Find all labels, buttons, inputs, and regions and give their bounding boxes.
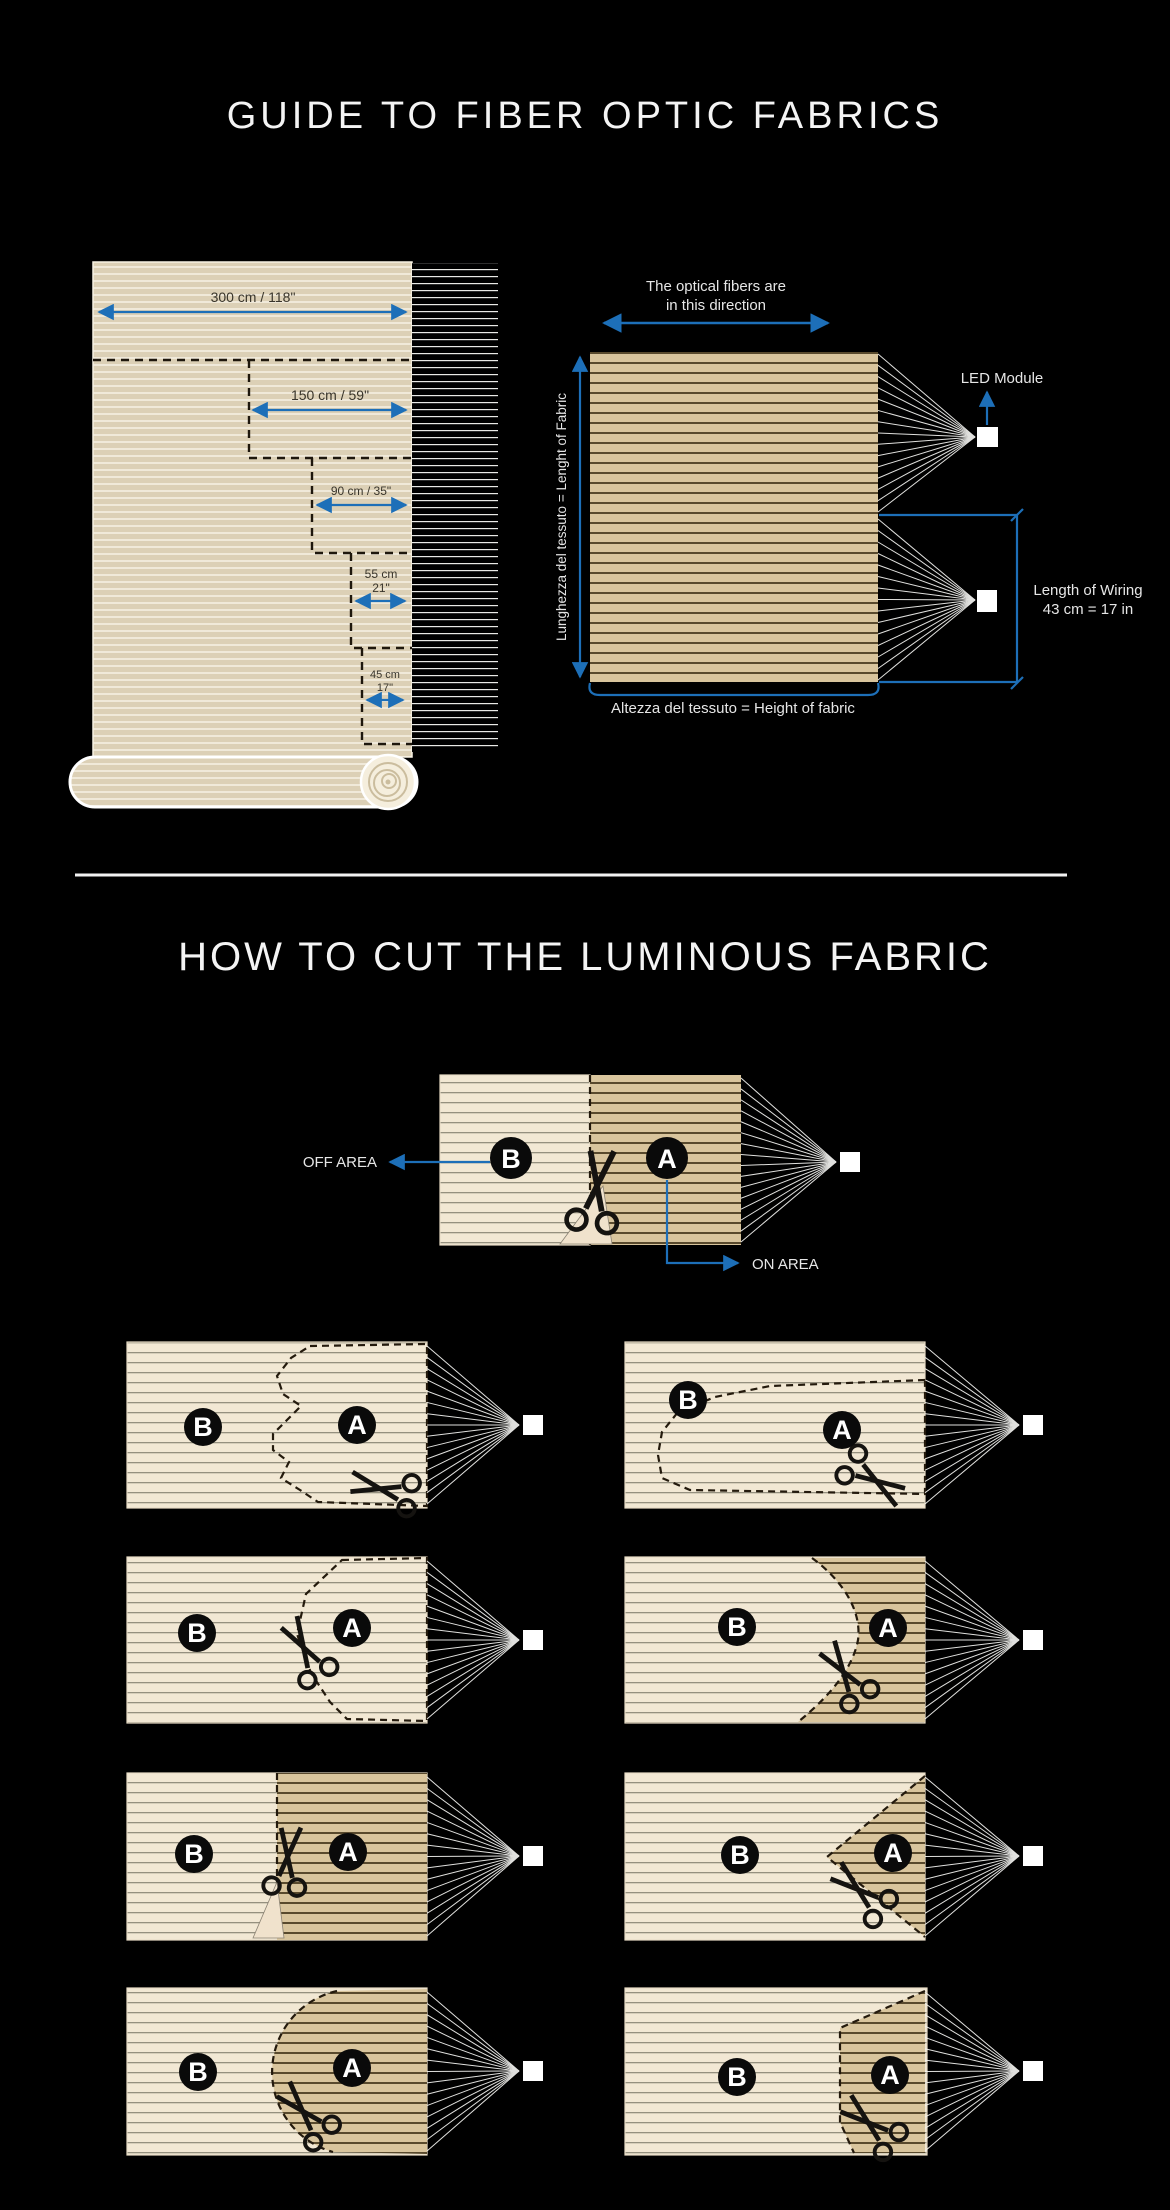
- measure-300: 300 cm / 118": [210, 289, 296, 305]
- badge-b-letter: B: [678, 1385, 698, 1415]
- height-of-fabric-label: Altezza del tessuto = Height of fabric: [611, 700, 855, 717]
- measure-150: 150 cm / 59": [290, 387, 370, 403]
- length-of-fabric-label: Lunghezza del tessuto = Lenght of Fabric: [554, 392, 569, 642]
- badge-b-letter: B: [184, 1839, 204, 1869]
- badge-b-letter: B: [188, 2057, 208, 2087]
- badge-a-letter: A: [342, 2053, 362, 2083]
- fiber-fan-lower: [878, 519, 975, 680]
- wiring-label-line1: Length of Wiring: [1033, 582, 1143, 599]
- badge-b-letter: B: [727, 2062, 747, 2092]
- roll-size-diagram: [70, 262, 498, 809]
- led-module-label: LED Module: [960, 370, 1044, 387]
- wiring-label-line2: 43 cm = 17 in: [1042, 601, 1134, 618]
- badge-b-letter: B: [727, 1612, 747, 1642]
- on-area-label: ON AREA: [752, 1256, 819, 1273]
- fiber-fan: [925, 1777, 1019, 1936]
- cut-panel-1: [127, 1342, 543, 1518]
- cut-panel-4: [625, 1557, 1043, 1723]
- led-module-square: [523, 2061, 543, 2081]
- badge-b-letter: B: [501, 1144, 521, 1174]
- led-module-square: [523, 1846, 543, 1866]
- badge-a-letter: A: [878, 1613, 898, 1643]
- badge-b-letter: B: [730, 1840, 750, 1870]
- direction-label-line2: in this direction: [665, 297, 767, 314]
- fabric-b: [127, 1342, 427, 1508]
- direction-label-line1: The optical fibers are: [645, 278, 787, 295]
- fiber-fan: [427, 1561, 519, 1719]
- badge-a-letter: A: [342, 1613, 362, 1643]
- cut-panel-7: [127, 1988, 543, 2155]
- badge-b-letter: B: [193, 1412, 213, 1442]
- led-module-square: [977, 590, 997, 612]
- led-module-square: [523, 1415, 543, 1435]
- led-module-square: [840, 1152, 860, 1172]
- fiber-fan: [427, 1346, 519, 1504]
- led-module-square: [1023, 1415, 1043, 1435]
- fiber-fan: [427, 1992, 519, 2151]
- led-module-square: [1023, 1630, 1043, 1650]
- led-module-square: [1023, 1846, 1043, 1866]
- badge-a-letter: A: [832, 1415, 852, 1445]
- fiber-direction-diagram: [554, 278, 1143, 717]
- measure-90: 90 cm / 35": [330, 484, 392, 498]
- badge-b-letter: B: [187, 1618, 207, 1648]
- led-module-square: [523, 1630, 543, 1650]
- led-module-square: [1023, 2061, 1043, 2081]
- fiber-fan: [741, 1078, 836, 1242]
- badge-a-letter: A: [338, 1837, 358, 1867]
- fiber-fan: [925, 1561, 1019, 1719]
- fabric-roll: [70, 755, 417, 809]
- badge-a-letter: A: [883, 1838, 903, 1868]
- led-module-square: [977, 427, 998, 447]
- measure-45-in: 17": [376, 682, 394, 694]
- fiber-fan: [925, 1346, 1019, 1504]
- measure-45-cm: 45 cm: [370, 669, 400, 681]
- off-area-label: OFF AREA: [302, 1154, 377, 1171]
- fabric-b: [127, 1557, 427, 1723]
- cut-panel-5: [127, 1773, 543, 1940]
- measure-55-in: 21": [372, 581, 390, 595]
- badge-a-letter: A: [657, 1144, 677, 1174]
- fiber-comb: [412, 263, 498, 752]
- cut-panel-3: [127, 1557, 543, 1723]
- fiber-fan: [925, 1992, 1019, 2151]
- cut-title: HOW TO CUT THE LUMINOUS FABRIC: [178, 935, 992, 979]
- cut-panel-2: [625, 1342, 1043, 1516]
- badge-a-letter: A: [347, 1410, 367, 1440]
- height-bracket: [589, 683, 878, 695]
- roll-fabric-sheet: [93, 262, 412, 757]
- cut-panel-8: [625, 1988, 1043, 2164]
- cut-panel-6: [625, 1773, 1043, 1940]
- badge-a-letter: A: [880, 2060, 900, 2090]
- cut-example-diagram: [303, 1075, 860, 1273]
- measure-55-cm: 55 cm: [364, 567, 398, 581]
- guide-title: GUIDE TO FIBER OPTIC FABRICS: [226, 95, 944, 137]
- fiber-fabric: [590, 352, 878, 682]
- fiber-fan: [427, 1777, 519, 1936]
